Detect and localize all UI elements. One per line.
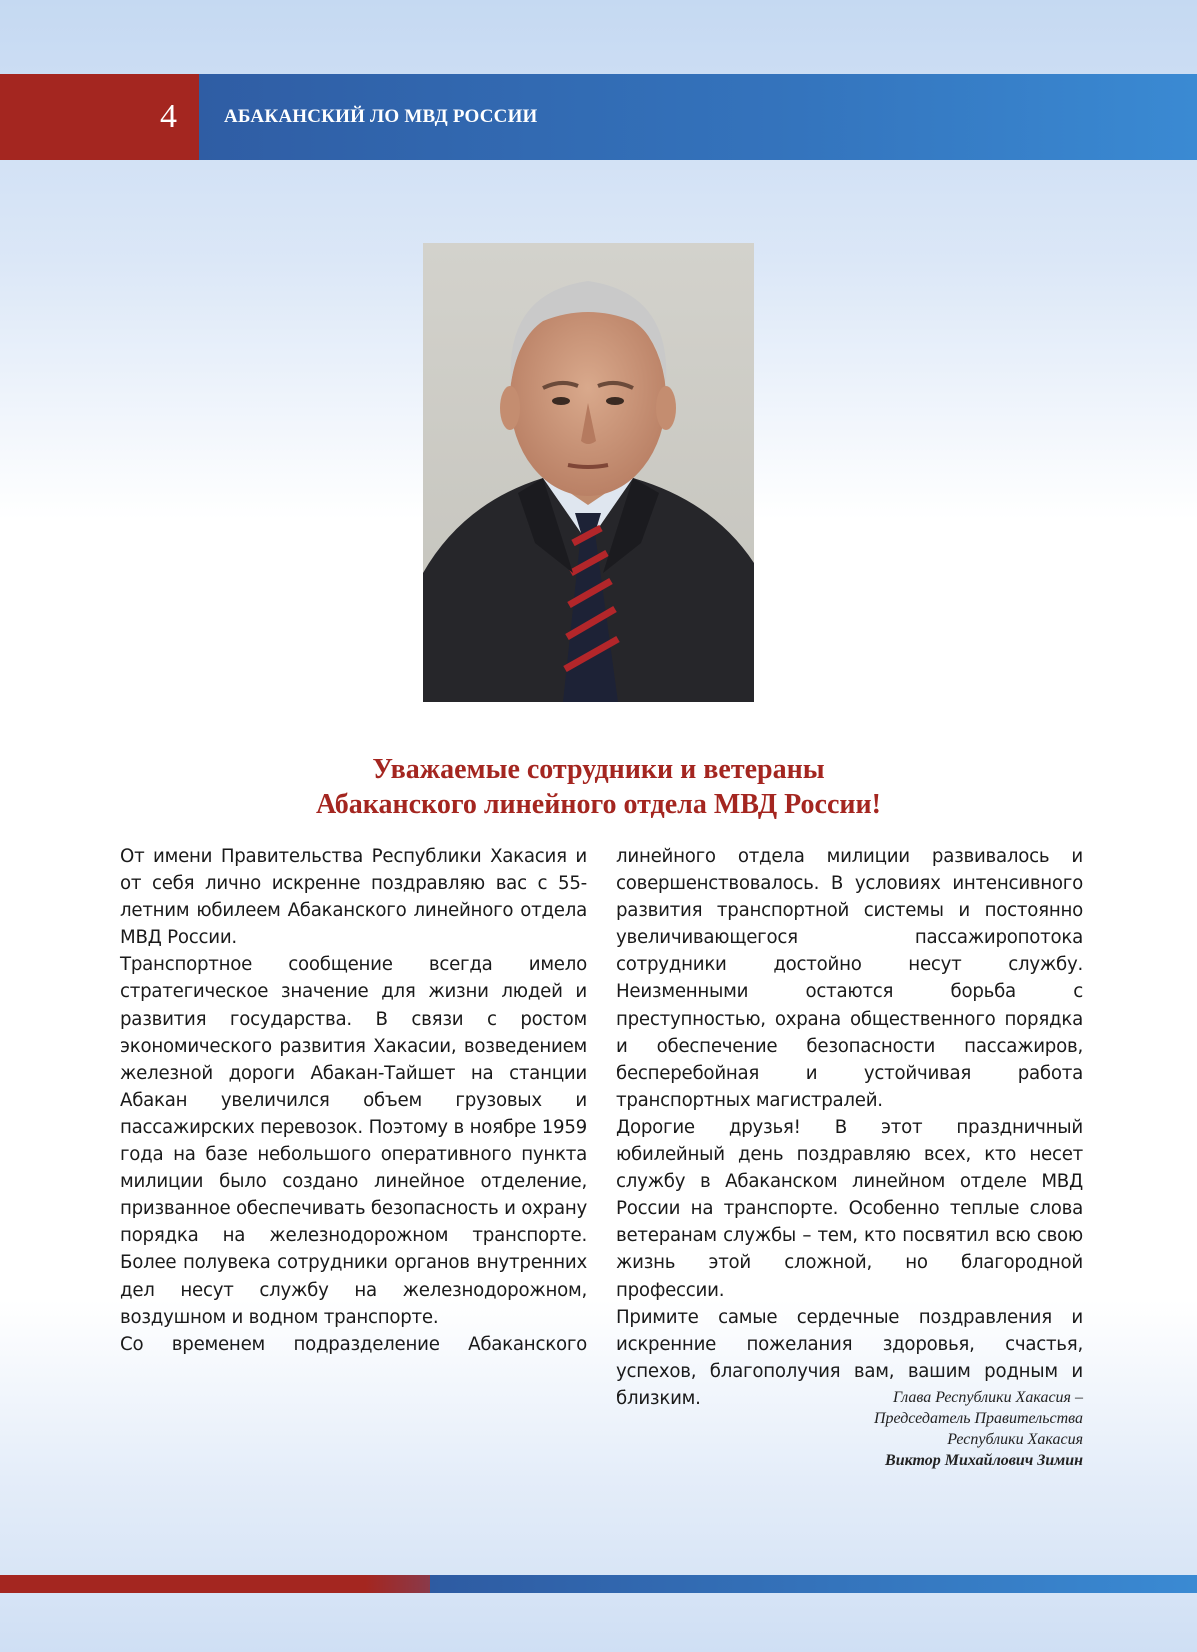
left-column [120, 843, 587, 1363]
paragraph: Со временем подразделение Абаканского [120, 1333, 587, 1355]
greeting-line-2: Абаканского линейного отдела МВД России! [315, 789, 881, 820]
header-blue-block [199, 74, 1197, 160]
signature-title-line-3: Республики Хакасия [947, 1431, 1083, 1448]
paragraph: линейного отдела милиции развивалось и совершенствовалось. В условиях интенсивного развития транспортной системы и постоянно увеличивающегося пассажиропотока сотрудники достойно несут службу. Неизменными остаются борьба с преступностью, охрана общественного порядка и обеспечение безопасности пассажиров, бесперебойная и устойчивая работа транспортных магистралей. [616, 846, 1083, 1111]
signature-name: Виктор Михайлович Зимин [885, 1452, 1083, 1469]
footer-band [0, 1575, 1197, 1593]
greeting-line-1: Уважаемые сотрудники и ветераны [372, 754, 825, 785]
paragraph: Транспортное сообщение всегда имело стратегическое значение для жизни людей и развития государства. В связи с ростом экономического развития Хакасии, возведением железной дороги Абакан-Тайшет на станции Абакан увеличился объем грузовых и пассажирских перевозок. Поэтому в ноябре 1959 года на базе небольшого оперативного пункта милиции было создано линейное отделение, призванное обеспечивать безопасность и охрану порядка на железнодорожном транспорте. Более полувека сотрудники органов внутренних дел несут службу на железнодорожном, воздушном и водном транспорте. [120, 954, 587, 1328]
page-number: 4 [160, 98, 177, 135]
signature-block [663, 1387, 1083, 1471]
portrait-illustration [423, 243, 754, 702]
signature-title-line-2: Председатель Правительства [873, 1410, 1083, 1427]
footer-red-block [0, 1575, 430, 1593]
footer-blue-block [430, 1575, 1197, 1593]
header-title: АБАКАНСКИЙ ЛО МВД РОССИИ [224, 106, 538, 127]
header-band [0, 74, 1197, 160]
signature-title-line-1: Глава Республики Хакасия – [892, 1389, 1083, 1406]
paragraph: Примите самые сердечные поздравления и искренние пожелания здоровья, счастья, успехов, благополучия вам, вашим родным и близким. [616, 1306, 1083, 1409]
header-red-block [0, 74, 199, 160]
paragraph: Дорогие друзья! В этот праздничный юбилейный день поздравляю всех, кто несет службу в Абаканском линейном отделе МВД России на транспорте. Особенно теплые слова ветеранам службы – тем, кто посвятил всю свою жизнь этой сложной, но благородной профессии. [616, 1116, 1083, 1301]
paragraph: От имени Правительства Республики Хакасия и от себя лично искренне поздравляю вас с 55-летним юбилеем Абаканского линейного отдела МВД России. [120, 846, 587, 949]
greeting-heading [120, 752, 1077, 822]
portrait-photo [423, 243, 754, 702]
